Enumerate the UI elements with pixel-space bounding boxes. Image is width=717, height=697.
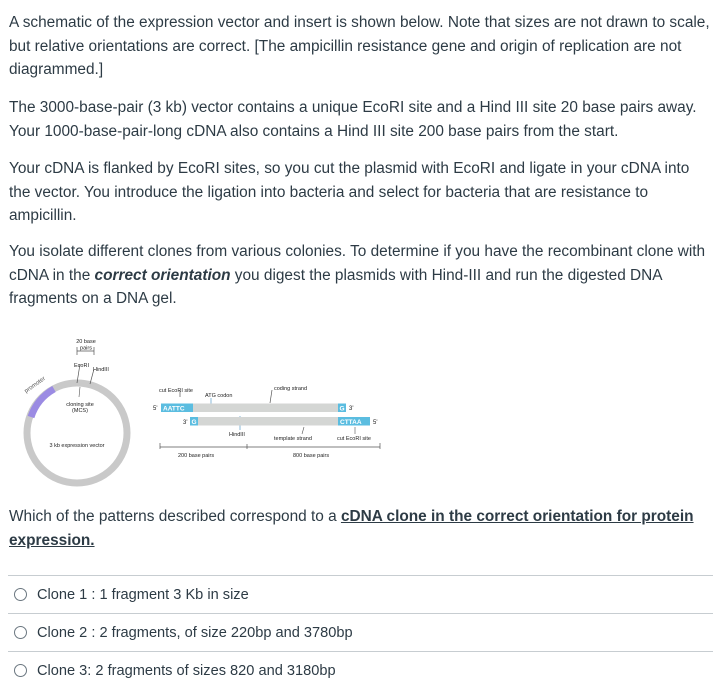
question-text <box>9 505 711 552</box>
cloning-site-label: cloning site <box>66 402 94 408</box>
mcs-pointer <box>79 387 80 397</box>
schematic-svg <box>22 335 402 490</box>
schematic-figure <box>22 335 402 490</box>
radio-icon[interactable] <box>14 664 27 677</box>
top-strand-bar <box>193 404 338 413</box>
g-left-label: G <box>191 419 197 426</box>
cut-ecori-site-label: cut EcoRI site <box>159 388 193 394</box>
template-strand-label: template strand <box>274 436 312 442</box>
radio-icon[interactable] <box>14 626 27 639</box>
answer-option-clone-1[interactable] <box>8 575 713 613</box>
bottom-strand-bar <box>198 417 338 426</box>
cttaa-label: CTTAA <box>340 419 362 426</box>
cut-ecori-right-label: cut EcoRI site <box>337 436 371 442</box>
coding-strand-pointer <box>270 390 272 403</box>
answer-option-clone-2[interactable] <box>8 613 713 651</box>
twenty-base-label: 20 base <box>76 339 96 345</box>
vector-description-paragraph: The 3000-base-pair (3 kb) vector contains a unique EcoRI site and a Hind III site 20 base pairs away. Your 1000-base-pair-long cDNA also contains a Hind III site 200 base pairs from the start. <box>9 99 697 140</box>
aattc-label: AATTC <box>163 405 185 413</box>
three-prime-left-label: 3' <box>183 420 188 426</box>
question-highlight: cDNA clone in the correct orientation for protein expression. <box>9 508 694 549</box>
promoter-label: promoter <box>23 375 47 395</box>
ecori-label: EcoRI <box>74 363 89 369</box>
coding-strand-label: coding strand <box>274 386 308 392</box>
answer-label: Clone 1 : 1 fragment 3 Kb in size <box>37 586 249 603</box>
answer-option-clone-3[interactable] <box>8 651 713 689</box>
digest-text-start: You isolate different clones from various colonies. To determine if you have the recombinant clone with cDNA in the <box>9 243 706 284</box>
promoter-arc <box>31 389 54 417</box>
vector-label: 3 kb expression vector <box>49 443 105 449</box>
five-prime-left-label: 5' <box>153 406 158 412</box>
atg-codon-label: ATG codon <box>205 393 233 399</box>
pairs-label: pairs <box>80 345 92 352</box>
radio-icon[interactable] <box>14 588 27 601</box>
question-text-start: Which of the patterns described correspond to a <box>9 508 341 525</box>
digest-paragraph <box>9 240 711 311</box>
three-prime-right-label: 3' <box>349 406 354 412</box>
template-strand-pointer <box>302 427 304 434</box>
answer-label: Clone 3: 2 fragments of sizes 820 and 3180bp <box>37 662 336 679</box>
hindiii-insert-label: HindIII <box>229 432 245 438</box>
bp200-label: 200 base pairs <box>178 453 215 459</box>
g-right-label: G <box>339 405 345 413</box>
answer-label: Clone 2 : 2 fragments, of size 220bp and 3780bp <box>37 624 353 641</box>
hindiii-label: HindIII <box>93 367 109 373</box>
emphasis-correct-orientation: correct orientation <box>94 266 231 284</box>
cloning-procedure-paragraph: Your cDNA is flanked by EcoRI sites, so you cut the plasmid with EcoRI and ligate in your cDNA into the vector. You introduce the ligation into bacteria and select for bacteria that are resistance to ampicillin. <box>9 160 690 224</box>
digest-text-end: you digest the plasmids with Hind-III and run the digested DNA fragments on a DNA gel. <box>9 266 662 307</box>
bp800-label: 800 base pairs <box>293 453 330 459</box>
mcs-label: (MCS) <box>72 408 88 414</box>
five-prime-right-label: 5' <box>373 420 378 426</box>
intro-paragraph: A schematic of the expression vector and insert is shown below. Note that sizes are not drawn to scale, but relative orientations are correct. [The ampicillin resistance gene and origin of replication are not diagrammed.] <box>9 14 710 78</box>
